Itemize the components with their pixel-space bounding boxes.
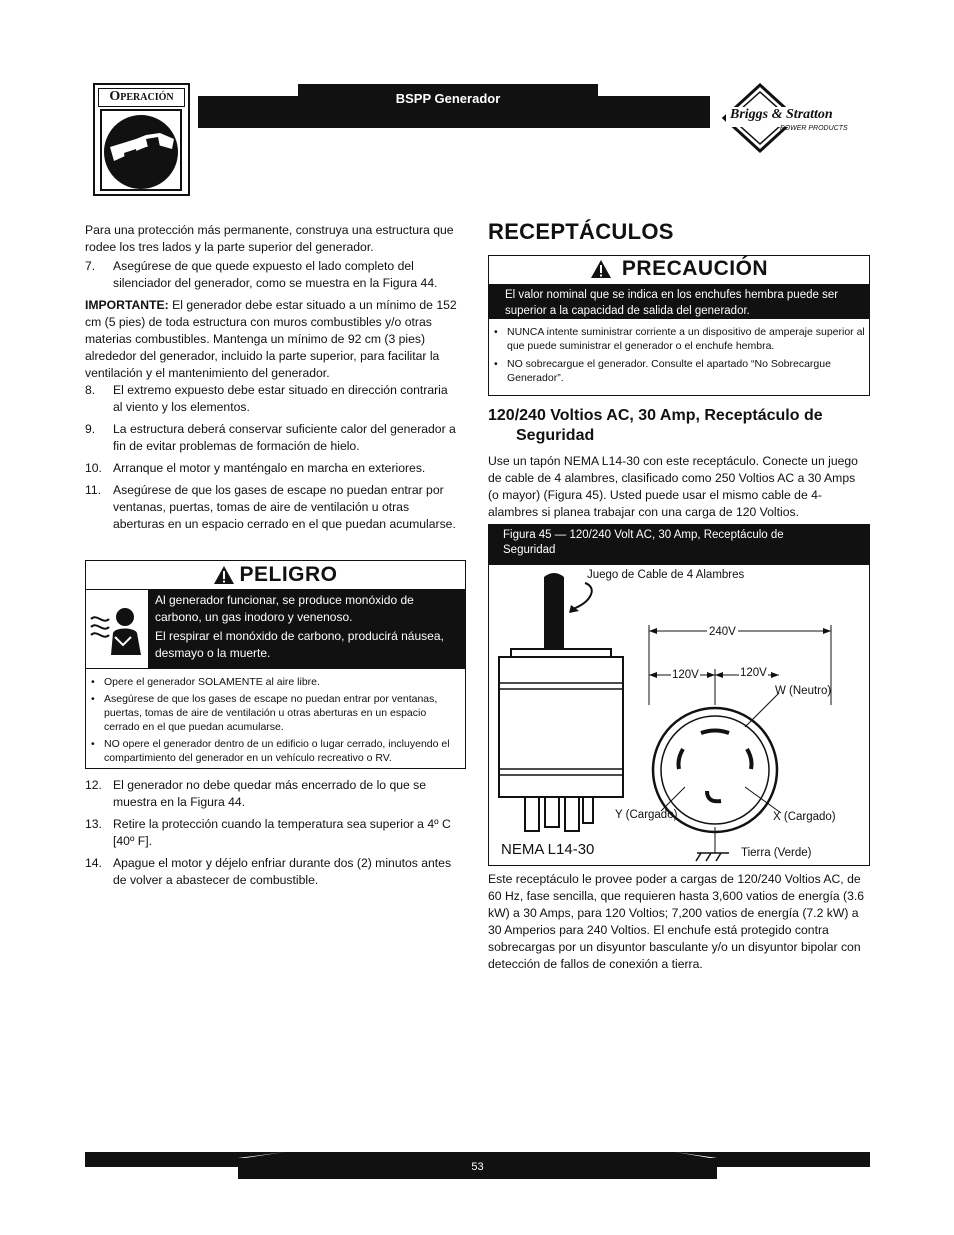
- bullet-text: NO sobrecargue el generador. Consulte el apartado “No Sobrecargue Generador”.: [507, 358, 831, 384]
- list-number: 9.: [85, 422, 96, 436]
- important-paragraph: [85, 297, 460, 382]
- list-text: Asegúrese de que los gases de escape no puedan entrar por ventanas, puertas, tomas de aire de ventilación u otras aberturas en un espacio cerrado en el que puedan acumularse.: [113, 483, 456, 531]
- list-item: [85, 482, 460, 533]
- warning-icon: [590, 259, 612, 279]
- list-number: 12.: [85, 778, 102, 792]
- plug-body: [499, 657, 623, 797]
- list-item: • NO sobrecargue el generador. Consulte el apartado “No Sobrecargue Generador”.: [494, 358, 831, 384]
- list-number: 7.: [85, 259, 96, 273]
- list-item: [85, 855, 460, 889]
- label-240v: 240V: [709, 626, 736, 638]
- list-item: [85, 460, 460, 477]
- co-hazard-icon: [89, 601, 145, 657]
- caution-header: [489, 256, 869, 282]
- danger-body: [86, 590, 465, 669]
- list-text: El extremo expuesto debe estar situado en dirección contraria al viento y los elementos.: [113, 383, 448, 414]
- subheading: [488, 406, 868, 446]
- important-label: IMPORTANTE:: [85, 298, 169, 312]
- danger-header: [86, 561, 465, 590]
- cable: [544, 577, 564, 649]
- bullet-text: NUNCA intente suministrar corriente a un dispositivo de amperaje superior al que puede suministrar el generador o el enchufe hembra.: [507, 326, 865, 352]
- ground-label: Tierra (Verde): [741, 847, 812, 859]
- danger-title: PELIGRO: [239, 563, 338, 586]
- receptacle-paragraph-1: Use un tapón NEMA L14-30 con este receptáculo. Conecte un juego de cable de 4 alambres, clasificado como 250 Voltios AC a 30 Amps (o mayor) (Figura 45). Usted puede usar el mismo cable de 4-alambres si planea trabajar con una carga de 120 Voltios.: [488, 454, 858, 519]
- list-item: • Asegúrese de que los gases de escape no puedan entrar por ventanas, puertas, tomas de aire de ventilación u otras aberturas en un espacio cerrado en el que puedan acumularse.: [91, 693, 438, 733]
- list-text: El generador no debe quedar más encerrado de lo que se muestra en la Figura 44.: [113, 778, 427, 809]
- figure-caption: Figura 45 — 120/240 Volt AC, 30 Amp, Receptáculo de Seguridad: [489, 525, 869, 565]
- list-number: 11.: [85, 483, 102, 497]
- section-heading: RECEPTÁCULOS: [488, 219, 674, 244]
- list-item: [85, 258, 460, 292]
- receptacle-paragraph-2: Este receptáculo le provee poder a cargas de 120/240 Voltios AC, de 60 Hz, fase sencilla, que requieren hasta 3,600 vatios de energía (3.6 kW) a 30 Amps, para 120 Voltios; 7,200 vatios de energía (7.2 kW) a 30 Amperios para 240 Voltios. El enchufe está protegido contra sobrecargas por un disyuntor basculante y/o un disyuntor bipolar con detección de fallos de conexión a tierra.: [488, 872, 865, 971]
- warning-icon: [213, 565, 235, 585]
- bullet-text: Asegúrese de que los gases de escape no puedan entrar por ventanas, puertas, tomas de aire de ventilación u otras aberturas en un espacio cerrado en el que puedan acumularse.: [104, 693, 438, 733]
- neutral-label: W (Neutro): [775, 685, 832, 697]
- section-title: Operación: [98, 88, 185, 107]
- list-item: • Opere el generador SOLAMENTE al aire libre.: [91, 676, 320, 688]
- bullet-text: Opere el generador SOLAMENTE al aire libre.: [104, 676, 320, 688]
- footer-bar: [85, 1152, 870, 1179]
- x-label: X (Cargado): [773, 811, 836, 823]
- figure-45: [488, 524, 870, 866]
- caution-title: PRECAUCIÓN: [621, 257, 769, 280]
- caution-bullets: [489, 319, 869, 385]
- list-number: 13.: [85, 817, 102, 831]
- cable-label: Juego de Cable de 4 Alambres: [587, 569, 745, 581]
- list-number: 10.: [85, 461, 102, 475]
- list-item: [85, 382, 460, 416]
- label-120v-left: 120V: [672, 669, 699, 681]
- doc-title: BSPP Generador: [298, 84, 598, 114]
- brand-name: Briggs & Stratton: [730, 107, 833, 122]
- danger-message: [149, 590, 465, 668]
- brand-logo: [696, 83, 868, 153]
- caution-box: [488, 255, 870, 396]
- page-number: 53: [471, 1161, 484, 1173]
- section-badge: [93, 83, 190, 196]
- subheading-text: 120/240 Voltios AC, 30 Amp, Receptáculo de Seguridad: [488, 407, 823, 444]
- list-text: Apague el motor y déjelo enfriar durante dos (2) minutos antes de volver a abastecer de combustible.: [113, 856, 452, 887]
- left-column-bottom: [85, 777, 460, 889]
- list-number: 8.: [85, 383, 96, 397]
- list-text: Retire la protección cuando la temperatura sea superior a 4º C [40º F].: [113, 817, 451, 848]
- intro-paragraph: Para una protección más permanente, construya una estructura que rodee los tres lados y la parte superior del generador.: [85, 223, 454, 254]
- nema-label: NEMA L14-30: [501, 841, 595, 858]
- label-120v-right: 120V: [740, 667, 767, 679]
- list-item: • NO opere el generador dentro de un edificio o lugar cerrado, incluyendo el compartimiento del generador en un vehículo recreativo o RV.: [91, 738, 450, 764]
- bullet-text: NO opere el generador dentro de un edificio o lugar cerrado, incluyendo el compartimiento del generador en un vehículo recreativo o RV.: [104, 738, 450, 764]
- co-pictogram: [86, 590, 149, 668]
- caution-message: El valor nominal que se indica en los enchufes hembra puede ser superior a la capacidad de salida del generador.: [489, 284, 869, 319]
- list-item: [85, 421, 460, 455]
- y-label: Y (Cargado): [615, 809, 678, 821]
- danger-bullets: [86, 669, 465, 765]
- operation-icon: [100, 109, 182, 191]
- header-bar: [198, 91, 710, 128]
- danger-box: [85, 560, 466, 769]
- important-text: El generador debe estar situado a un mínimo de 152 cm (5 pies) de toda estructura con muros combustibles y/o otras materias combustibles. Mantenga un mínimo de 92 cm (3 pies) alrededor del generador, incluido la parte superior, para facilitar la ventilación y el mantenimiento del generador.: [85, 298, 457, 380]
- left-column: [85, 222, 460, 533]
- brand-sub: POWER PRODUCTS: [780, 125, 848, 132]
- list-item: [85, 777, 460, 811]
- list-item: [85, 816, 460, 850]
- danger-line: Al generador funcionar, se produce monóxido de carbono, un gas inodoro y venenoso.: [155, 593, 414, 624]
- list-text: Arranque el motor y manténgalo en marcha en exteriores.: [113, 461, 426, 475]
- list-text: La estructura deberá conservar suficiente calor del generador a fin de evitar problemas de formación de hielo.: [113, 422, 456, 453]
- list-text: Asegúrese de que quede expuesto el lado completo del silenciador del generador, como se muestra en la Figura 44.: [113, 259, 438, 290]
- plug-collar: [511, 649, 611, 657]
- danger-line: El respirar el monóxido de carbono, producirá náusea, desmayo o la muerte.: [155, 629, 444, 660]
- list-number: 14.: [85, 856, 102, 870]
- list-item: • NUNCA intente suministrar corriente a un dispositivo de amperaje superior al que puede suministrar el generador o el enchufe hembra.: [494, 326, 865, 352]
